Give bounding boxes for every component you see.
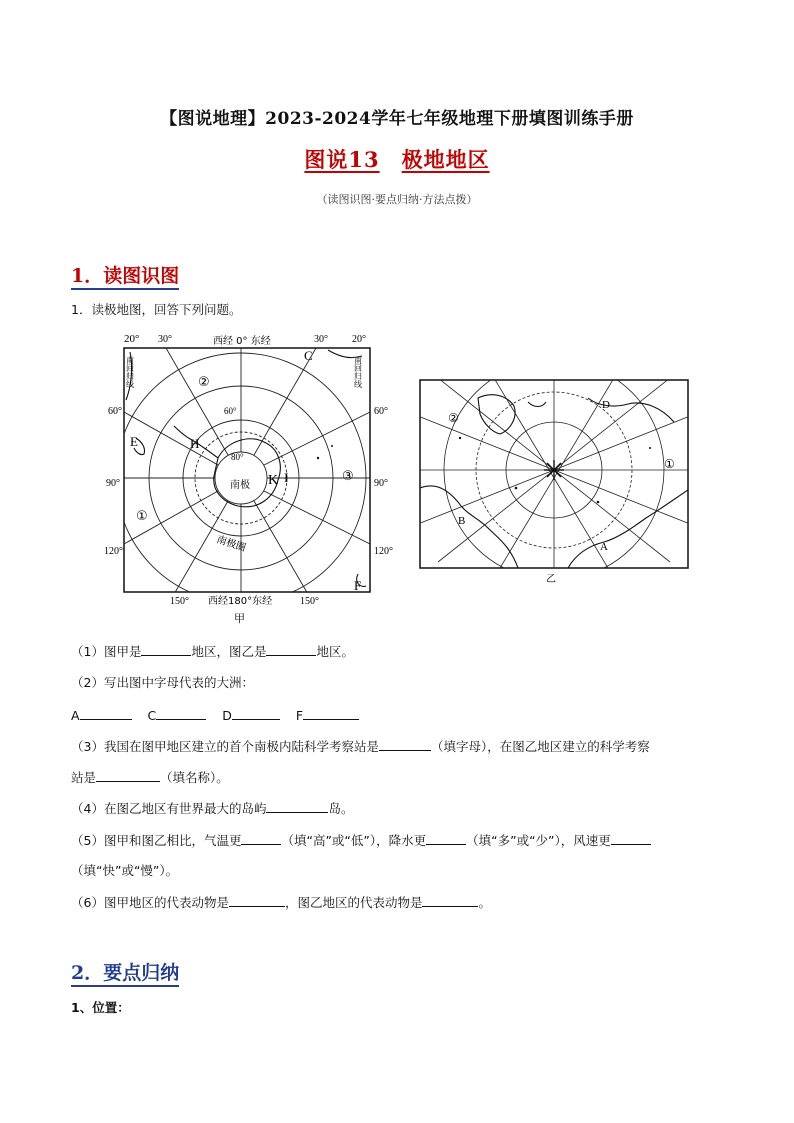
question-5-line1: （5）图甲和图乙相比，气温更 （填“高”或“低”），降水更 （填“多”或“少”），风速更 (71, 831, 651, 850)
svg-text:120°: 120° (374, 546, 393, 557)
svg-text:C: C (304, 348, 313, 363)
answer-blank[interactable] (379, 737, 431, 751)
answer-blank[interactable] (241, 831, 281, 845)
section2-item-1: 1、位置： (71, 1000, 130, 1015)
svg-text:A: A (600, 541, 608, 553)
question-2: （2）写出图中字母代表的大洲： (71, 675, 254, 690)
answer-blank-C[interactable] (156, 706, 206, 720)
answer-blank[interactable] (422, 893, 478, 907)
question-2-blanks: A C D F (71, 706, 359, 725)
svg-text:20°: 20° (352, 334, 366, 345)
document-subtitle (0, 144, 794, 174)
answer-blank[interactable] (229, 893, 285, 907)
svg-text:60°: 60° (108, 406, 122, 417)
question-5-line2: （填“快”或“慢”）。 (71, 863, 179, 878)
svg-text:H: H (190, 436, 200, 451)
svg-text:F: F (354, 578, 362, 593)
question-6: （6）图甲地区的代表动物是 ，图乙地区的代表动物是 。 (71, 895, 491, 910)
svg-text:K: K (268, 473, 279, 488)
jia-pole-label: 南极 (230, 480, 250, 491)
answer-blank[interactable] (266, 799, 328, 813)
svg-text:30°: 30° (158, 334, 172, 345)
yi-caption: 乙 (546, 574, 556, 585)
jia-caption: 甲 (234, 612, 245, 625)
svg-text:80°: 80° (231, 452, 244, 462)
map-yi-arctic (418, 378, 690, 586)
svg-text:120°: 120° (104, 546, 123, 557)
section-heading-1: 1．读图识图 (71, 261, 179, 288)
answer-blank-A[interactable] (80, 706, 132, 720)
svg-text:60°: 60° (224, 406, 237, 416)
answer-blank-F[interactable] (303, 706, 359, 720)
answer-blank[interactable] (96, 768, 160, 782)
svg-text:90°: 90° (106, 478, 120, 489)
svg-text:①: ① (664, 457, 675, 471)
svg-text:60°: 60° (374, 406, 388, 417)
svg-text:B: B (458, 515, 466, 527)
question-1: （1）图甲是 地区，图乙是 地区。 (71, 644, 354, 659)
svg-text:150°: 150° (300, 596, 319, 607)
svg-text:20°: 20° (124, 333, 140, 345)
svg-text:I: I (284, 470, 289, 485)
svg-text:150°: 150° (170, 596, 189, 607)
question-3-line2: 站是 （填名称）。 (71, 770, 229, 785)
jia-corner-label-right: 南回归线 (353, 356, 363, 388)
answer-blank[interactable] (611, 831, 651, 845)
subtitle-number: 图说13 (304, 147, 380, 172)
svg-text:D: D (602, 399, 610, 411)
answer-blank[interactable] (426, 831, 466, 845)
map-jia-antarctica (104, 330, 393, 626)
svg-text:②: ② (448, 411, 459, 425)
document-title: 【图说地理】2023-2024学年七年级地理下册填图训练手册 (160, 109, 634, 129)
svg-text:②: ② (198, 375, 210, 390)
tagline: （读图识图·要点归纳·方法点拨） (316, 193, 478, 206)
question-4: （4）在图乙地区有世界最大的岛屿 岛。 (71, 801, 354, 816)
section-heading-2: 2．要点归纳 (71, 958, 179, 985)
jia-bottom-label: 西经180°东经 (208, 596, 273, 607)
answer-blank[interactable] (266, 642, 316, 656)
subtitle-topic: 极地地区 (401, 147, 490, 172)
answer-blank-D[interactable] (232, 706, 280, 720)
jia-circle-label: 南极圈 (215, 534, 248, 555)
jia-corner-label-left: 南回归线 (125, 356, 135, 388)
svg-text:30°: 30° (314, 334, 328, 345)
answer-blank[interactable] (141, 642, 191, 656)
question-3-line1: （3）我国在图甲地区建立的首个南极内陆科学考察站是 （填字母），在图乙地区建立的科学考察 (71, 739, 650, 754)
svg-text:③: ③ (342, 469, 354, 484)
svg-text:E: E (130, 434, 138, 449)
svg-text:①: ① (136, 509, 148, 524)
jia-top-label: 西经 0° 东经 (213, 336, 271, 347)
question-intro: 1．读极地图，回答下列问题。 (71, 302, 242, 317)
svg-text:90°: 90° (374, 478, 388, 489)
